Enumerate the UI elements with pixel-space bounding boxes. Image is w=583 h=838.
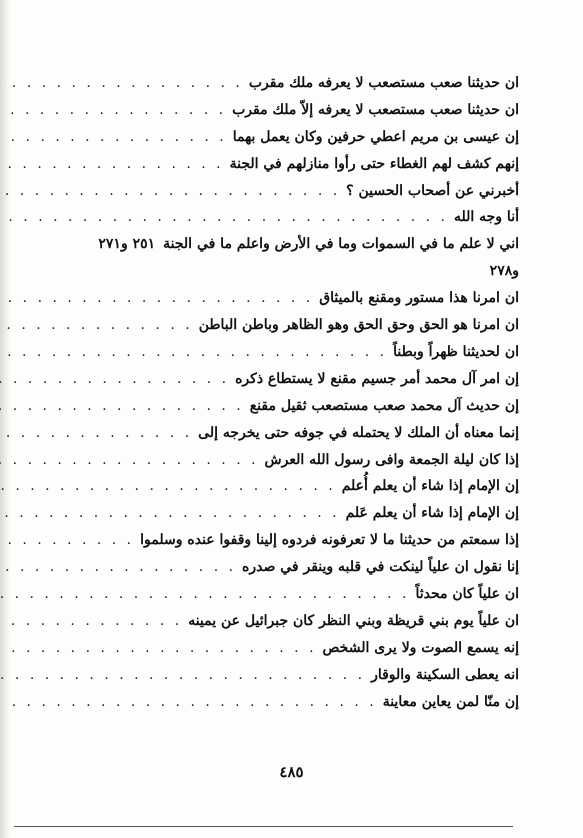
dot-leader — [0, 124, 227, 151]
entry-text: إنهم كشف لهم الغطاء حتى رأوا منازلهم في الجنة — [229, 155, 519, 172]
index-entry — [78, 635, 519, 662]
index-entry — [78, 420, 519, 447]
index-entry — [78, 689, 519, 716]
dot-leader — [0, 70, 243, 97]
index-entry — [78, 581, 519, 608]
entry-text: إن امر آل محمد أمر جسيم مقنع لا يستطاع ذكره — [235, 370, 519, 387]
index-entry — [78, 151, 519, 178]
dot-leader — [0, 285, 313, 312]
dot-leader — [0, 366, 229, 393]
entry-text: إن عيسى بن مريم اعطي حرفين وكان يعمل بهما — [232, 128, 519, 145]
index-entry — [78, 473, 519, 500]
entry-text: أنا وجه الله — [453, 209, 519, 226]
entry-text: اني لا علم ما في السموات وما في الأرض واعلم ما في الجنة — [163, 236, 519, 253]
index-entry — [78, 204, 519, 231]
entry-text: إنه يسمع الصوت ولا يرى الشخص — [322, 639, 519, 656]
dot-leader — [0, 527, 134, 554]
entry-text: إن الإمام إذا شاء أن يعلم أُعلم — [341, 478, 519, 495]
index-entry — [78, 124, 519, 151]
entry-text: انه يعطى السكينة والوقار — [371, 666, 519, 683]
entry-text: إذا كان ليلة الجمعة وافى رسول الله العرش — [264, 451, 519, 468]
index-entry — [78, 339, 519, 366]
dot-leader — [0, 608, 182, 635]
index-entry-multiline — [78, 231, 519, 285]
dot-leader — [0, 662, 365, 689]
entry-text: ان علياً يوم بني قريظة وبني النظر كان جبرائيل عن يمينه — [188, 612, 519, 629]
entry-text: ان لحديثنا ظهراً وبطناً — [393, 343, 519, 360]
dot-leader — [0, 500, 340, 527]
entry-text: ان علياً كان محدثاً — [415, 585, 519, 602]
dot-leader — [0, 339, 387, 366]
index-entry — [78, 662, 519, 689]
dot-leader — [0, 204, 448, 231]
dot-leader — [0, 554, 236, 581]
entry-text: إذا سمعتم من حديثنا ما لا تعرفونه فردوه إلينا وقفوا عنده وسلموا — [140, 532, 519, 549]
page-number: ٤٨٥ — [279, 763, 304, 781]
index-entry — [78, 285, 519, 312]
entry-text: ان حديثنا صعب مستصعب لا يعرفه إلاّ ملك مقرب — [232, 101, 519, 118]
entry-text: أخبرني عن أصحاب الحسين ؟ — [346, 182, 519, 199]
index-entry — [78, 366, 519, 393]
dot-leader — [0, 151, 224, 178]
entry-text: إنا نقول ان علياً لينكت في قلبه وينقر في صدره — [242, 559, 519, 576]
bottom-rule — [14, 826, 513, 827]
dot-leader — [0, 178, 340, 205]
index-entry — [78, 608, 519, 635]
entry-text: إنما معناه أن الملك لا يحتمله في جوفه حتى يخرجه إلى — [198, 424, 519, 441]
entry-text: إن حديث آل محمد صعب مستصعب ثقيل مقنع — [249, 397, 519, 414]
index-entry — [78, 447, 519, 474]
entry-text: إن الإمام إذا شاء أن يعلم عَلم — [345, 505, 519, 522]
index-entry — [78, 178, 519, 205]
entry-text: ان حديثنا صعب مستصعب لا يعرفه ملك مقرب — [248, 75, 519, 91]
dot-leader — [0, 689, 377, 716]
index-entry — [78, 70, 519, 97]
dot-leader — [0, 581, 409, 608]
dot-leader — [0, 447, 259, 474]
dot-leader — [0, 312, 193, 339]
dot-leader — [0, 420, 192, 447]
entry-text: إن منّا لمن يعاين معاينة — [382, 693, 519, 710]
entry-page: ٢٥١ و٢٧١ و٢٧٨ — [98, 236, 519, 280]
index-list — [78, 70, 519, 715]
index-entry — [78, 500, 519, 527]
index-entry — [78, 554, 519, 581]
index-entry — [78, 527, 519, 554]
index-entry — [78, 97, 519, 124]
entry-text: ان امرنا هو الحق وحق الحق وهو الظاهر وباطن الباطن — [198, 317, 519, 334]
index-entry — [78, 312, 519, 339]
dot-leader — [0, 393, 244, 420]
dot-leader — [0, 473, 336, 500]
index-entry — [78, 393, 519, 420]
dot-leader — [0, 97, 226, 124]
dot-leader — [0, 635, 317, 662]
entry-text: ان امرنا هذا مستور ومقنع بالميثاق — [319, 290, 519, 307]
